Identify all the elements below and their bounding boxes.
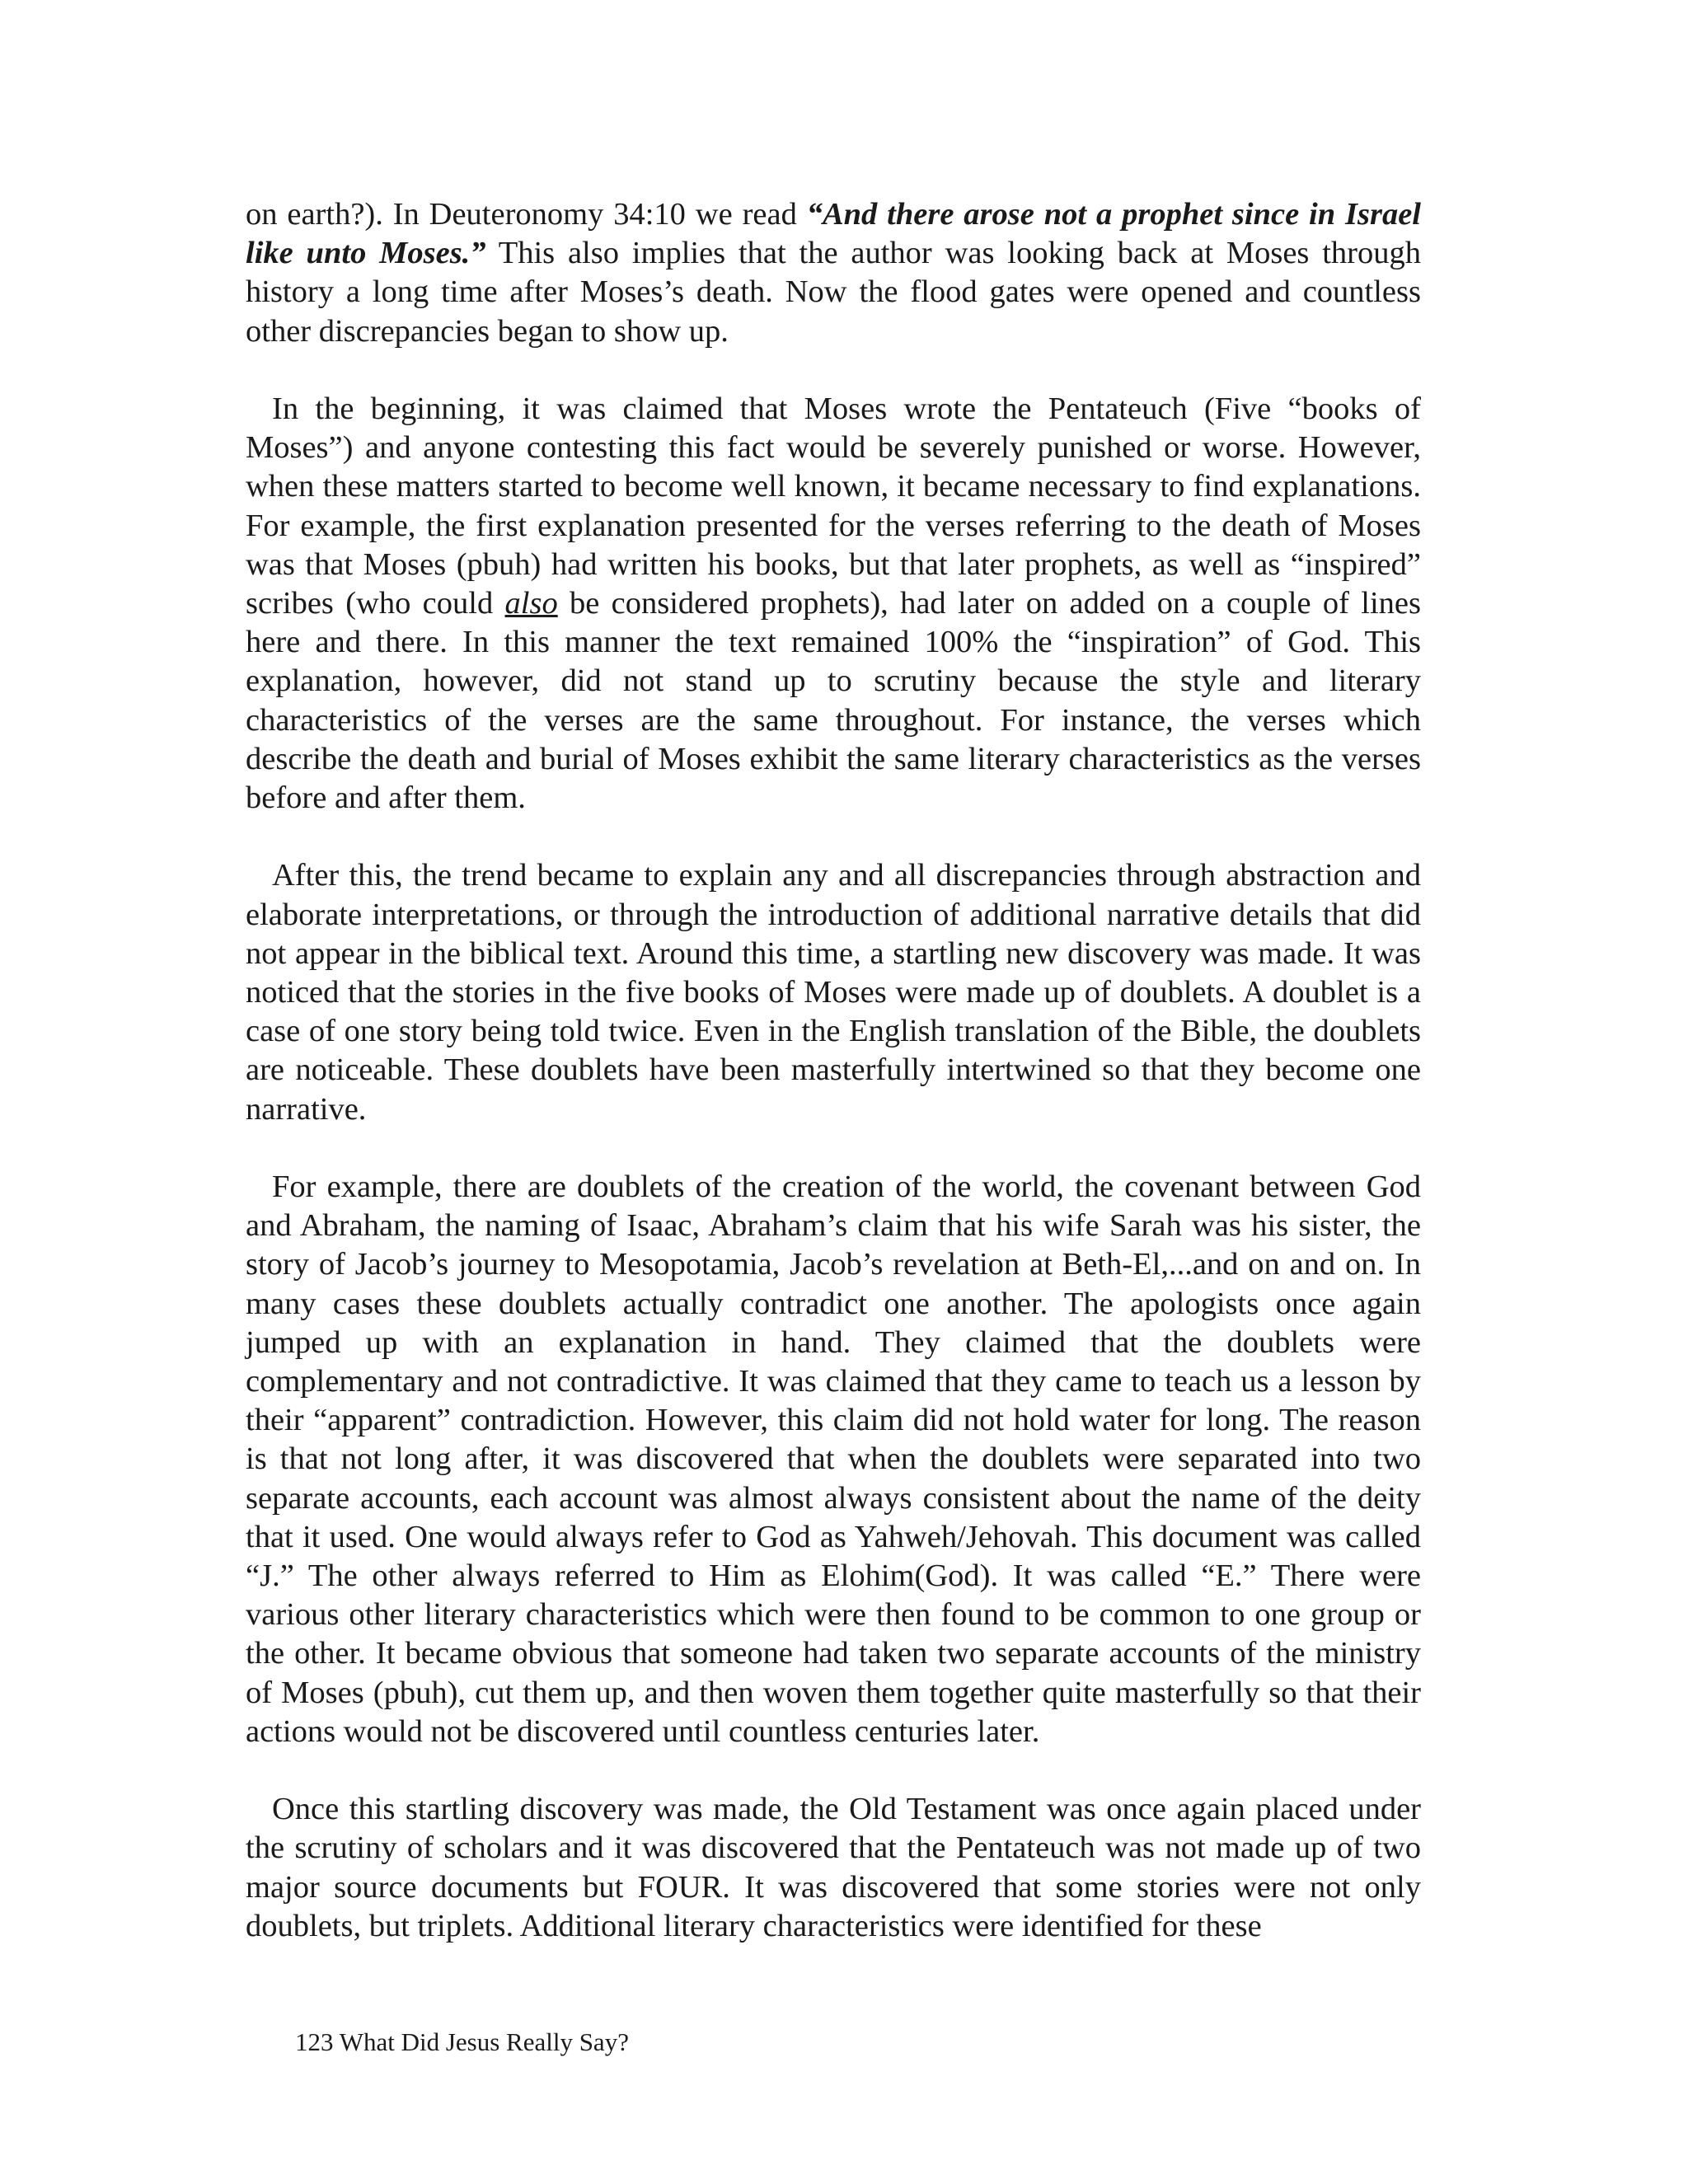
paragraph-1-text-b: This also implies that the author was looking back at Moses through history a long time after Moses’s death. Now the flood gates were opened and countless other discrepancies began to show up. [246,236,1421,349]
paragraph-2 [246,390,1421,818]
paragraph-5-text: Once this startling discovery was made, the Old Testament was once again placed under the scrutiny of scholars and it was discovered that the Pentateuch was not made up of two major source documents but FOUR. It was discovered that some stories were not only doublets, but triplets. Additional literary characteristics were identified for these [246,1792,1421,1943]
paragraph-1-text-a: on earth?). In Deuteronomy 34:10 we read [246,197,807,232]
paragraph-4-text: For example, there are doublets of the creation of the world, the covenant between God and Abraham, the naming of Isaac, Abraham’s claim that his wife Sarah was his sister, the story of Jacob’s journey to Mesopotamia, Jacob’s revelation at Beth-El,...and on and on. In many cases these doublets actually contradict one another. The apologists once again jumped up with an explanation in hand. They claimed that the doublets were complementary and not contradictive. It was claimed that they came to teach us a lesson by their “apparent” contradiction. However, this claim did not hold water for long. The reason is that not long after, it was discovered that when the doublets were separated into two separate accounts, each account was almost always consistent about the name of the deity that it used. One would always refer to God as Yahweh/Jehovah. This document was called “J.” The other always referred to Him as Elohim(God). It was called “E.” There were various other literary characteristics which were then found to be common to one group or the other. It became obvious that someone had taken two separate accounts of the ministry of Moses (pbuh), cut them up, and then woven them together quite masterfully so that their actions would not be discovered until countless centuries later. [246,1169,1421,1749]
paragraph-4 [246,1168,1421,1751]
page-body [246,195,1421,1985]
page-footer: 123 What Did Jesus Really Say? [295,2027,629,2056]
paragraph-3-text: After this, the trend became to explain any and all discrepancies through abstraction and elaborate interpretations, or through the introduction of additional narrative details that did not appear in the biblical text. Around this time, a startling new discovery was made. It was noticed that the stories in the five books of Moses were made up of doublets. A doublet is a case of one story being told twice. Even in the English translation of the Bible, the doublets are noticeable. These doublets have been masterfully intertwined so that they become one narrative. [246,858,1421,1127]
paragraph-1 [246,195,1421,351]
paragraph-3 [246,856,1421,1128]
paragraph-5 [246,1790,1421,1946]
emphasis-also: also [504,586,558,621]
paragraph-2-text-b: be considered prophets), had later on added on a couple of lines here and there. In this manner the text remained 100% the “inspiration” of God. This explanation, however, did not stand up to scrutiny because the style and literary characteristics of the verses are the same throughout. For instance, the verses which describe the death and burial of Moses exhibit the same literary characteristics as the verses before and after them. [246,586,1421,816]
deuteronomy-quote: “And there arose not a prophet since in Israel like unto Moses.” [246,197,1422,271]
paragraph-2-text-a: In the beginning, it was claimed that Moses wrote the Pentateuch (Five “books of Moses”) and anyone contesting this fact would be severely punished or worse. However, when these matters started to become well known, it became necessary to find explanations. For example, the first explanation presented for the verses referring to the death of Moses was that Moses (pbuh) had written his books, but that later prophets, as well as “inspired” scribes (who could [246,391,1421,621]
